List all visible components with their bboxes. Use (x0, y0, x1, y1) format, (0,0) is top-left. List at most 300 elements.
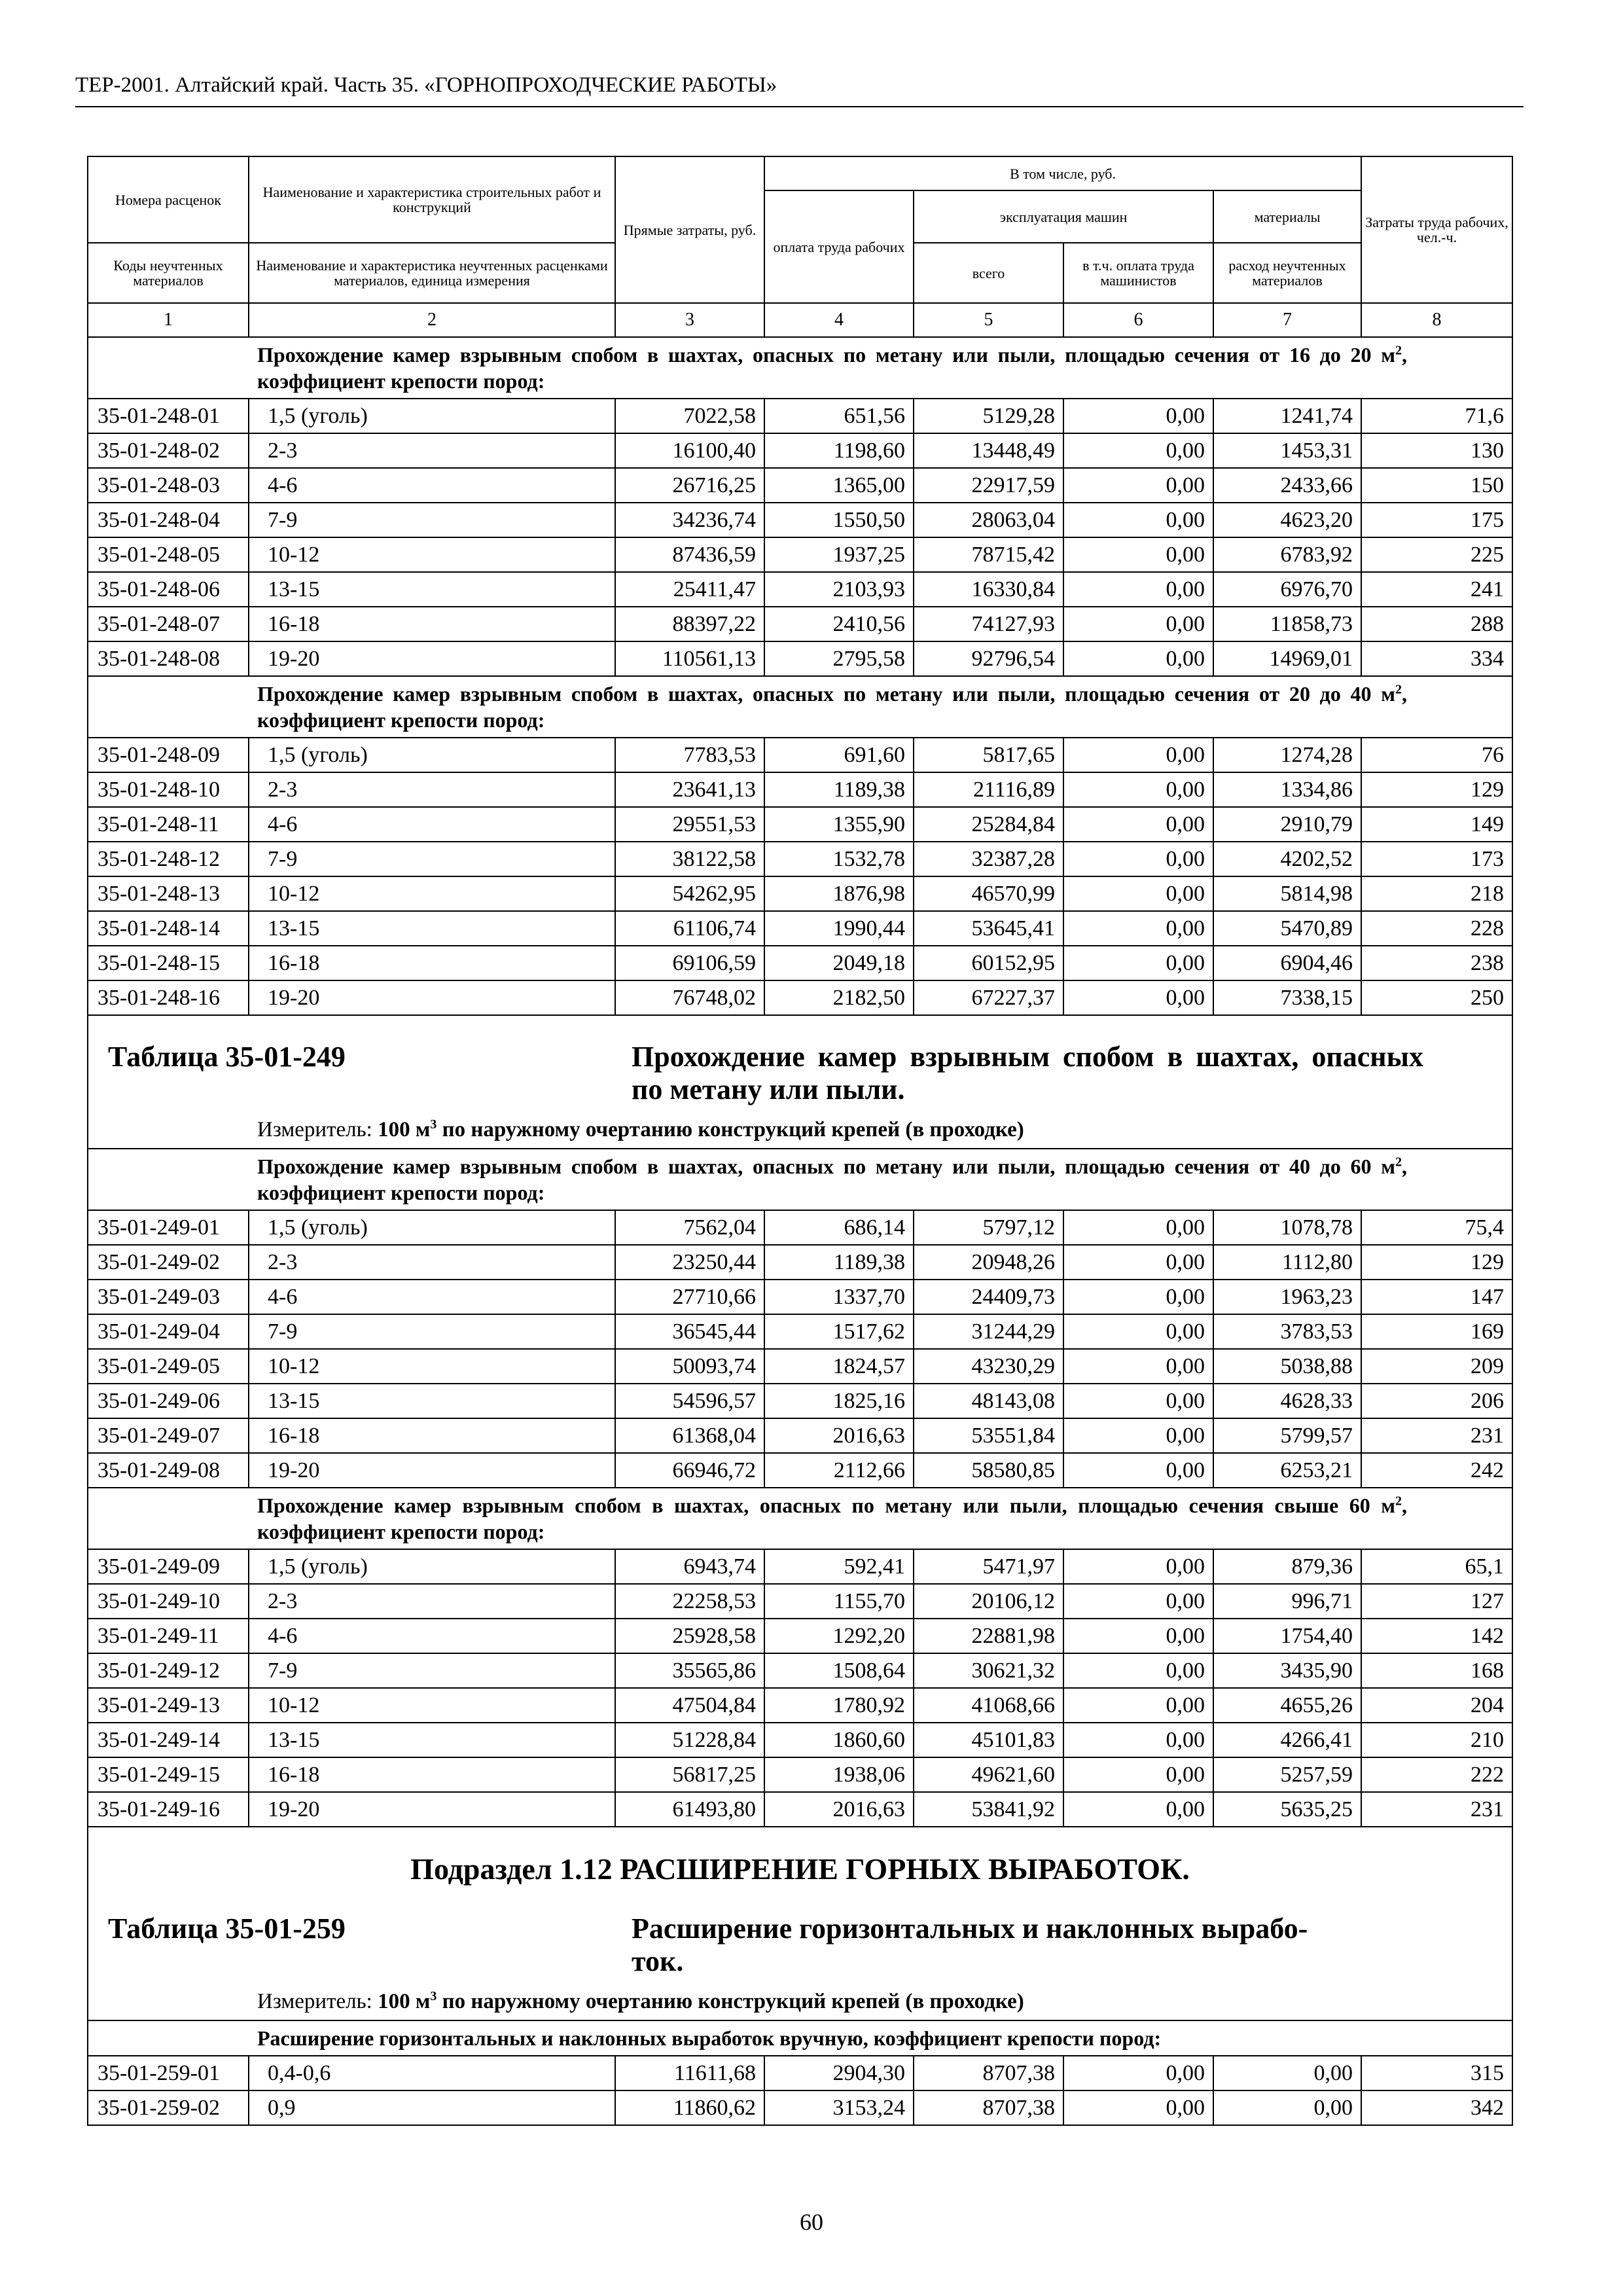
materials: 4623,20 (1213, 503, 1361, 537)
table-row (88, 1549, 1512, 1584)
rock-hardness: 16-18 (249, 607, 615, 641)
materials: 5470,89 (1213, 911, 1361, 946)
table-row (88, 1245, 1512, 1280)
measure-label: Измеритель: (257, 1990, 378, 2013)
rock-hardness: 2-3 (249, 772, 615, 807)
measure-value (378, 1990, 1024, 2013)
materials: 11858,73 (1213, 607, 1361, 641)
table-row (88, 607, 1512, 641)
rock-hardness: 0,4-0,6 (249, 2056, 615, 2090)
header-machinists-pay: в т.ч. оплата труда машинистов (1063, 243, 1213, 303)
rate-code: 35-01-249-03 (88, 1280, 249, 1314)
table-row (88, 1757, 1512, 1792)
rate-code: 35-01-248-02 (88, 433, 249, 468)
labor-pay: 1198,60 (764, 433, 914, 468)
subsection-title: Подраздел 1.12 РАСШИРЕНИЕ ГОРНЫХ ВЫРАБОТОК. (410, 1852, 1190, 1886)
table-row (88, 1653, 1512, 1688)
labor-pay: 2904,30 (764, 2056, 914, 2090)
labor-costs: 204 (1361, 1688, 1512, 1723)
column-number: 2 (249, 303, 615, 337)
rock-hardness: 19-20 (249, 980, 615, 1015)
section-text: Прохождение камер взрывным спобом в шахтах, опасных по метану или пыли, площадью сечения от 16 до 20 м (257, 343, 1396, 367)
section-row (88, 2020, 1512, 2056)
rock-hardness: 10-12 (249, 537, 615, 572)
machinists-pay: 0,00 (1063, 607, 1213, 641)
table-row (88, 980, 1512, 1015)
labor-pay: 2016,63 (764, 1792, 914, 1827)
labor-pay: 1550,50 (764, 503, 914, 537)
rock-hardness: 7-9 (249, 503, 615, 537)
labor-costs: 225 (1361, 537, 1512, 572)
machinists-pay: 0,00 (1063, 980, 1213, 1015)
rock-hardness: 13-15 (249, 1384, 615, 1418)
labor-costs: 315 (1361, 2056, 1512, 2090)
materials: 6253,21 (1213, 1453, 1361, 1488)
machinists-pay: 0,00 (1063, 738, 1213, 772)
machinists-pay: 0,00 (1063, 1792, 1213, 1827)
rock-hardness: 10-12 (249, 1688, 615, 1723)
rate-code: 35-01-248-05 (88, 537, 249, 572)
materials: 6904,46 (1213, 946, 1361, 980)
materials: 1963,23 (1213, 1280, 1361, 1314)
direct-costs: 51228,84 (615, 1723, 764, 1757)
direct-costs: 88397,22 (615, 607, 764, 641)
materials: 1453,31 (1213, 433, 1361, 468)
measure-label: Измеритель: (257, 1118, 378, 1141)
table-row (88, 946, 1512, 980)
direct-costs: 61106,74 (615, 911, 764, 946)
table-id: Таблица 35-01-249 (108, 1041, 346, 1073)
table-row (88, 641, 1512, 676)
rate-code: 35-01-248-03 (88, 468, 249, 503)
rock-hardness: 13-15 (249, 911, 615, 946)
measure-sup: 3 (430, 1989, 437, 2003)
machinists-pay: 0,00 (1063, 572, 1213, 607)
direct-costs: 87436,59 (615, 537, 764, 572)
machines-total: 41068,66 (914, 1688, 1063, 1723)
machines-total: 22881,98 (914, 1619, 1063, 1653)
labor-pay: 2016,63 (764, 1418, 914, 1453)
machines-total: 31244,29 (914, 1314, 1063, 1349)
measure-unit-text: 100 м (378, 1118, 431, 1141)
machinists-pay: 0,00 (1063, 1245, 1213, 1280)
direct-costs: 23641,13 (615, 772, 764, 807)
direct-costs: 47504,84 (615, 1688, 764, 1723)
materials: 5038,88 (1213, 1349, 1361, 1384)
machines-total: 28063,04 (914, 503, 1063, 537)
materials: 4266,41 (1213, 1723, 1361, 1757)
table-row (88, 433, 1512, 468)
table-title (632, 1888, 1423, 1978)
rate-code: 35-01-249-16 (88, 1792, 249, 1827)
labor-pay: 2795,58 (764, 641, 914, 676)
machines-total: 60152,95 (914, 946, 1063, 980)
rate-code: 35-01-248-11 (88, 807, 249, 842)
rate-code: 35-01-249-15 (88, 1757, 249, 1792)
rate-code: 35-01-249-09 (88, 1549, 249, 1584)
direct-costs: 66946,72 (615, 1453, 764, 1488)
materials: 6783,92 (1213, 537, 1361, 572)
table-row (88, 1349, 1512, 1384)
rock-hardness: 4-6 (249, 807, 615, 842)
direct-costs: 38122,58 (615, 842, 764, 876)
rate-code: 35-01-249-01 (88, 1210, 249, 1245)
section-sup: 2 (1395, 343, 1402, 358)
labor-pay: 1876,98 (764, 876, 914, 911)
table-title-block (88, 1015, 1512, 1149)
direct-costs: 25411,47 (615, 572, 764, 607)
machinists-pay: 0,00 (1063, 1619, 1213, 1653)
section-heading (88, 2020, 1512, 2056)
machines-total: 21116,89 (914, 772, 1063, 807)
machines-total: 5471,97 (914, 1549, 1063, 1584)
table-row (88, 911, 1512, 946)
machinists-pay: 0,00 (1063, 641, 1213, 676)
direct-costs: 76748,02 (615, 980, 764, 1015)
machines-total: 46570,99 (914, 876, 1063, 911)
rock-hardness: 7-9 (249, 1314, 615, 1349)
rock-hardness: 1,5 (уголь) (249, 1549, 615, 1584)
materials: 996,71 (1213, 1584, 1361, 1619)
labor-costs: 218 (1361, 876, 1512, 911)
labor-costs: 150 (1361, 468, 1512, 503)
labor-costs: 142 (1361, 1619, 1512, 1653)
machines-total: 24409,73 (914, 1280, 1063, 1314)
table-row (88, 537, 1512, 572)
header-machines-total: всего (914, 243, 1063, 303)
materials: 1334,86 (1213, 772, 1361, 807)
labor-costs: 129 (1361, 1245, 1512, 1280)
table-row (88, 1584, 1512, 1619)
direct-costs: 22258,53 (615, 1584, 764, 1619)
header-rule (75, 106, 1524, 107)
rate-code: 35-01-248-01 (88, 399, 249, 433)
table-title-block (88, 1827, 1512, 2020)
column-number: 1 (88, 303, 249, 337)
rate-code: 35-01-248-16 (88, 980, 249, 1015)
rock-hardness: 4-6 (249, 468, 615, 503)
labor-costs: 241 (1361, 572, 1512, 607)
machines-total: 8707,38 (914, 2056, 1063, 2090)
rock-hardness: 4-6 (249, 1619, 615, 1653)
materials: 5814,98 (1213, 876, 1361, 911)
section-text: Прохождение камер взрывным спобом в шахтах, опасных по метану или пыли, площадью сечения от 40 до 60 м (257, 1155, 1396, 1178)
machines-total: 53841,92 (914, 1792, 1063, 1827)
machines-total: 30621,32 (914, 1653, 1063, 1688)
materials: 6976,70 (1213, 572, 1361, 607)
table-title-line2: ток. (632, 1945, 684, 1977)
measure-unit (88, 1978, 1512, 2020)
rate-code: 35-01-248-10 (88, 772, 249, 807)
header-including: В том числе, руб. (764, 156, 1361, 190)
machines-total: 58580,85 (914, 1453, 1063, 1488)
machines-total: 53551,84 (914, 1418, 1063, 1453)
direct-costs: 16100,40 (615, 433, 764, 468)
labor-pay: 1508,64 (764, 1653, 914, 1688)
machines-total: 20106,12 (914, 1584, 1063, 1619)
materials: 4655,26 (1213, 1688, 1361, 1723)
machinists-pay: 0,00 (1063, 1349, 1213, 1384)
direct-costs: 11611,68 (615, 2056, 764, 2090)
rate-code: 35-01-248-06 (88, 572, 249, 607)
section-heading (88, 676, 1512, 738)
section-text: Прохождение камер взрывным спобом в шахтах, опасных по метану или пыли, площадью сечения от 20 до 40 м (257, 682, 1396, 706)
direct-costs: 54596,57 (615, 1384, 764, 1418)
table-row (88, 1314, 1512, 1349)
materials: 1112,80 (1213, 1245, 1361, 1280)
rate-code: 35-01-248-14 (88, 911, 249, 946)
table-row (88, 1418, 1512, 1453)
table-row (88, 1792, 1512, 1827)
labor-pay: 691,60 (764, 738, 914, 772)
labor-costs: 342 (1361, 2090, 1512, 2125)
rate-code: 35-01-248-08 (88, 641, 249, 676)
rate-code: 35-01-249-14 (88, 1723, 249, 1757)
table-row (88, 468, 1512, 503)
header-unaccounted-materials: расход неучтенных материалов (1213, 243, 1361, 303)
rate-code: 35-01-249-04 (88, 1314, 249, 1349)
section-text: Расширение горизонтальных и наклонных выработок вручную, коэффициент крепости пород: (257, 2026, 1162, 2050)
labor-costs: 231 (1361, 1792, 1512, 1827)
machinists-pay: 0,00 (1063, 399, 1213, 433)
labor-costs: 231 (1361, 1418, 1512, 1453)
header-machine-operation: эксплуатация машин (914, 190, 1213, 243)
rate-code: 35-01-248-12 (88, 842, 249, 876)
rock-hardness: 2-3 (249, 1584, 615, 1619)
rock-hardness: 1,5 (уголь) (249, 399, 615, 433)
column-number: 5 (914, 303, 1063, 337)
rock-hardness: 19-20 (249, 641, 615, 676)
rock-hardness: 2-3 (249, 433, 615, 468)
section-tail: , коэффициент крепости пород: (257, 1155, 1408, 1204)
machinists-pay: 0,00 (1063, 807, 1213, 842)
machinists-pay: 0,00 (1063, 2090, 1213, 2125)
table-row (88, 572, 1512, 607)
table-row (88, 1453, 1512, 1488)
machinists-pay: 0,00 (1063, 468, 1213, 503)
materials: 5799,57 (1213, 1418, 1361, 1453)
direct-costs: 7783,53 (615, 738, 764, 772)
section-sup: 2 (1395, 682, 1402, 697)
machines-total: 53645,41 (914, 911, 1063, 946)
header-rate-numbers: Номера расценок (88, 156, 249, 243)
labor-costs: 334 (1361, 641, 1512, 676)
materials: 4202,52 (1213, 842, 1361, 876)
labor-costs: 147 (1361, 1280, 1512, 1314)
section-heading (88, 337, 1512, 399)
labor-costs: 76 (1361, 738, 1512, 772)
materials: 1274,28 (1213, 738, 1361, 772)
labor-costs: 168 (1361, 1653, 1512, 1688)
direct-costs: 36545,44 (615, 1314, 764, 1349)
rock-hardness: 1,5 (уголь) (249, 738, 615, 772)
direct-costs: 61493,80 (615, 1792, 764, 1827)
labor-pay: 1860,60 (764, 1723, 914, 1757)
table-row (88, 738, 1512, 772)
labor-costs: 242 (1361, 1453, 1512, 1488)
labor-costs: 209 (1361, 1349, 1512, 1384)
materials: 879,36 (1213, 1549, 1361, 1584)
labor-costs: 129 (1361, 772, 1512, 807)
labor-costs: 288 (1361, 607, 1512, 641)
labor-pay: 1780,92 (764, 1688, 914, 1723)
materials: 1241,74 (1213, 399, 1361, 433)
labor-pay: 1517,62 (764, 1314, 914, 1349)
rate-code: 35-01-249-13 (88, 1688, 249, 1723)
direct-costs: 50093,74 (615, 1349, 764, 1384)
measure-rest: по наружному очертанию конструкций крепей (в проходке) (437, 1118, 1024, 1141)
machines-total: 13448,49 (914, 433, 1063, 468)
machinists-pay: 0,00 (1063, 1757, 1213, 1792)
labor-pay: 1189,38 (764, 1245, 914, 1280)
labor-costs: 222 (1361, 1757, 1512, 1792)
column-number: 8 (1361, 303, 1512, 337)
table-title-line1: Расширение горизонтальных и наклонных вырабо- (632, 1912, 1308, 1945)
machines-total: 45101,83 (914, 1723, 1063, 1757)
machinists-pay: 0,00 (1063, 911, 1213, 946)
labor-costs: 206 (1361, 1384, 1512, 1418)
rate-code: 35-01-249-10 (88, 1584, 249, 1619)
column-number: 3 (615, 303, 764, 337)
labor-costs: 238 (1361, 946, 1512, 980)
labor-costs: 210 (1361, 1723, 1512, 1757)
rock-hardness: 1,5 (уголь) (249, 1210, 615, 1245)
machinists-pay: 0,00 (1063, 1453, 1213, 1488)
labor-costs: 75,4 (1361, 1210, 1512, 1245)
labor-costs: 173 (1361, 842, 1512, 876)
table-row (88, 1723, 1512, 1757)
rate-code: 35-01-248-09 (88, 738, 249, 772)
table-row (88, 503, 1512, 537)
header-labor-costs: Затраты труда рабочих, чел.-ч. (1361, 156, 1512, 303)
materials: 2910,79 (1213, 807, 1361, 842)
direct-costs: 7562,04 (615, 1210, 764, 1245)
rock-hardness: 13-15 (249, 572, 615, 607)
rock-hardness: 19-20 (249, 1792, 615, 1827)
direct-costs: 29551,53 (615, 807, 764, 842)
rate-code: 35-01-249-08 (88, 1453, 249, 1488)
section-row (88, 1488, 1512, 1549)
section-row (88, 676, 1512, 738)
machines-total: 5797,12 (914, 1210, 1063, 1245)
labor-costs: 250 (1361, 980, 1512, 1015)
labor-pay: 2410,56 (764, 607, 914, 641)
machines-total: 22917,59 (914, 468, 1063, 503)
measure-rest: по наружному очертанию конструкций крепей (в проходке) (437, 1990, 1024, 2013)
header-unaccounted-codes: Коды неучтенных материалов (88, 243, 249, 303)
measure-value (378, 1118, 1024, 1141)
materials: 0,00 (1213, 2056, 1361, 2090)
machinists-pay: 0,00 (1063, 1653, 1213, 1688)
section-sup: 2 (1395, 1155, 1402, 1170)
direct-costs: 54262,95 (615, 876, 764, 911)
machinists-pay: 0,00 (1063, 1210, 1213, 1245)
table-row (88, 2056, 1512, 2090)
labor-pay: 592,41 (764, 1549, 914, 1584)
labor-pay: 1990,44 (764, 911, 914, 946)
rock-hardness: 13-15 (249, 1723, 615, 1757)
header-materials: материалы (1213, 190, 1361, 243)
machines-total: 43230,29 (914, 1349, 1063, 1384)
direct-costs: 35565,86 (615, 1653, 764, 1688)
page-number: 60 (800, 2209, 823, 2235)
labor-pay: 1824,57 (764, 1349, 914, 1384)
rock-hardness: 19-20 (249, 1453, 615, 1488)
rate-code: 35-01-249-07 (88, 1418, 249, 1453)
machines-total: 78715,42 (914, 537, 1063, 572)
labor-pay: 2182,50 (764, 980, 914, 1015)
measure-unit-text: 100 м (378, 1990, 431, 2013)
machinists-pay: 0,00 (1063, 842, 1213, 876)
section-heading (88, 1149, 1512, 1210)
table-row (88, 772, 1512, 807)
rate-code: 35-01-249-12 (88, 1653, 249, 1688)
labor-pay: 1938,06 (764, 1757, 914, 1792)
table-row (88, 1384, 1512, 1418)
direct-costs: 11860,62 (615, 2090, 764, 2125)
machines-total: 67227,37 (914, 980, 1063, 1015)
rate-code: 35-01-259-02 (88, 2090, 249, 2125)
labor-pay: 1825,16 (764, 1384, 914, 1418)
direct-costs: 25928,58 (615, 1619, 764, 1653)
rock-hardness: 10-12 (249, 876, 615, 911)
labor-pay: 1532,78 (764, 842, 914, 876)
machinists-pay: 0,00 (1063, 433, 1213, 468)
rate-code: 35-01-248-07 (88, 607, 249, 641)
labor-pay: 651,56 (764, 399, 914, 433)
section-tail: , коэффициент крепости пород: (257, 343, 1408, 393)
rate-code: 35-01-249-02 (88, 1245, 249, 1280)
materials: 3783,53 (1213, 1314, 1361, 1349)
rock-hardness: 2-3 (249, 1245, 615, 1280)
table-title-line (88, 1016, 1512, 1106)
column-number: 7 (1213, 303, 1361, 337)
machinists-pay: 0,00 (1063, 1418, 1213, 1453)
column-number: 6 (1063, 303, 1213, 337)
rate-code: 35-01-249-11 (88, 1619, 249, 1653)
table-row (88, 399, 1512, 433)
rock-hardness: 4-6 (249, 1280, 615, 1314)
table-title: Прохождение камер взрывным спобом в шахтах, опасных по метану или пыли. (632, 1041, 1423, 1105)
section-heading (88, 1488, 1512, 1549)
table-id: Таблица 35-01-259 (108, 1912, 346, 1945)
machines-total: 20948,26 (914, 1245, 1063, 1280)
direct-costs: 6943,74 (615, 1549, 764, 1584)
table-row (88, 842, 1512, 876)
direct-costs: 56817,25 (615, 1757, 764, 1792)
table-title-row (88, 1015, 1512, 1149)
labor-pay: 1292,20 (764, 1619, 914, 1653)
labor-pay: 2103,93 (764, 572, 914, 607)
section-sup: 2 (1395, 1494, 1402, 1509)
machinists-pay: 0,00 (1063, 1688, 1213, 1723)
machines-total: 92796,54 (914, 641, 1063, 676)
materials: 1754,40 (1213, 1619, 1361, 1653)
machines-total: 25284,84 (914, 807, 1063, 842)
table-row (88, 876, 1512, 911)
table-row (88, 1280, 1512, 1314)
machines-total: 32387,28 (914, 842, 1063, 876)
section-text: Прохождение камер взрывным спобом в шахтах, опасных по метану или пыли, площадью сечения свыше 60 м (257, 1494, 1396, 1517)
machines-total: 16330,84 (914, 572, 1063, 607)
section-row (88, 337, 1512, 399)
rock-hardness: 16-18 (249, 1757, 615, 1792)
machinists-pay: 0,00 (1063, 1584, 1213, 1619)
measure-sup: 3 (430, 1117, 437, 1132)
direct-costs: 34236,74 (615, 503, 764, 537)
table-title-row (88, 1827, 1512, 2020)
measure-unit (88, 1106, 1512, 1148)
